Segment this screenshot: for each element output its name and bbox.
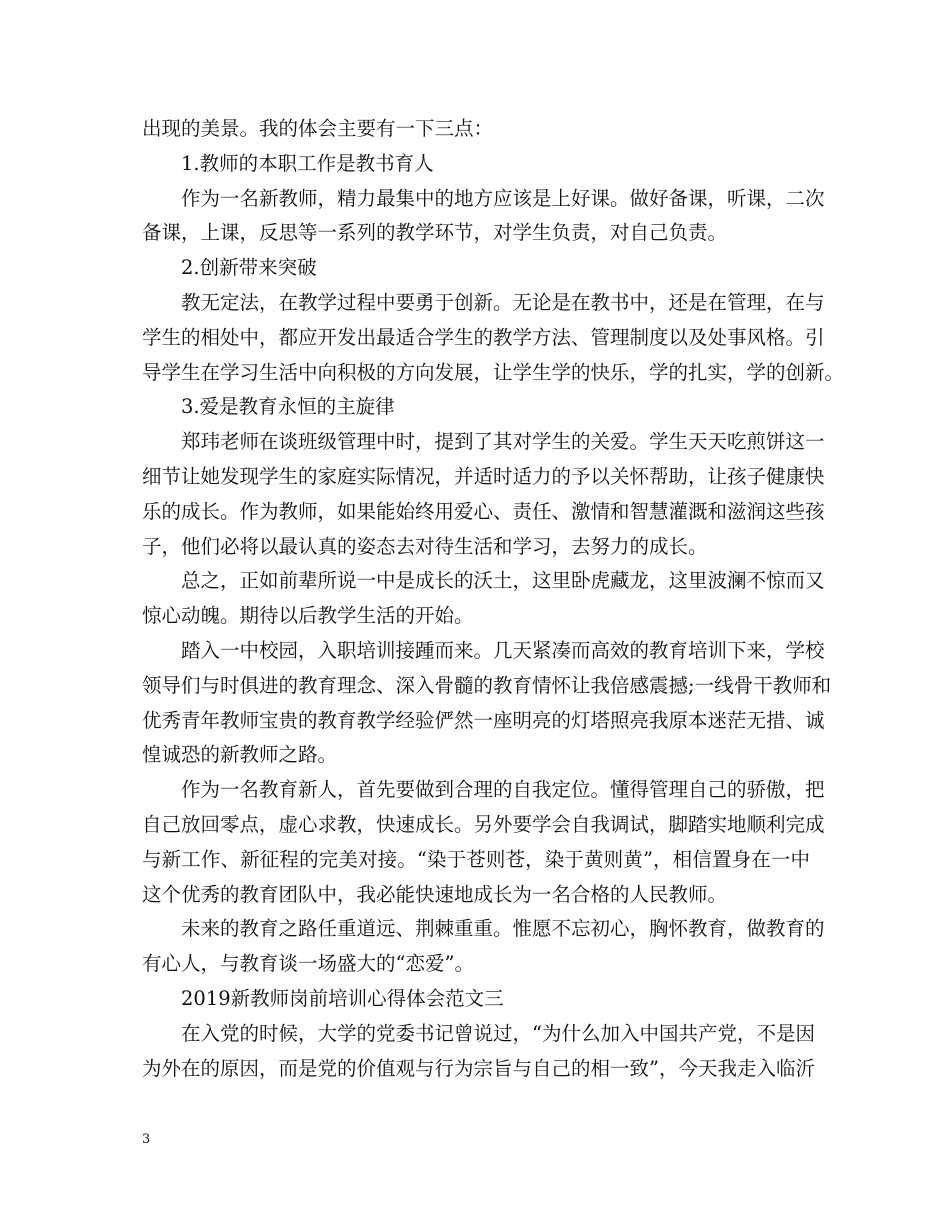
section-title: 2019新教师岗前培训心得体会范文三 <box>181 986 504 1010</box>
section-heading-1: 1.教师的本职工作是教书育人 <box>181 151 434 175</box>
paragraph-line: 教无定法，在教学过程中要勇于创新。无论是在教书中，还是在管理，在与 <box>181 290 825 314</box>
paragraph-line: 作为一名教育新人，首先要做到合理的自我定位。懂得管理自己的骄傲，把 <box>181 778 825 802</box>
paragraph-line: 与新工作、新征程的完美对接。“染于苍则苍，染于黄则黄”，相信置身在一中 <box>142 847 810 871</box>
paragraph-line: 优秀青年教师宝贵的教育教学经验俨然一座明亮的灯塔照亮我原本迷茫无措、诚 <box>142 708 825 732</box>
paragraph-line: 领导们与时俱进的教育理念、深入骨髓的教育情怀让我倍感震撼;一线骨干教师和 <box>142 673 832 697</box>
paragraph-line: 有心人，与教育谈一场盛大的“恋爱”。 <box>142 952 474 976</box>
paragraph-line: 郑玮老师在谈班级管理中时，提到了其对学生的关爱。学生天天吃煎饼这一 <box>181 430 825 454</box>
paragraph-line: 乐的成长。作为教师，如果能始终用爱心、责任、激情和智慧灌溉和滋润这些孩 <box>142 499 825 523</box>
paragraph-line: 导学生在学习生活中向积极的方向发展，让学生学的快乐，学的扎实，学的创新。 <box>142 360 845 384</box>
paragraph-line: 为外在的原因，而是党的价值观与行为宗旨与自己的相一致”，今天我走入临沂 <box>142 1056 815 1080</box>
paragraph-line: 这个优秀的教育团队中，我必能快速地成长为一名合格的人民教师。 <box>142 882 728 906</box>
paragraph-line: 总之，正如前辈所说一中是成长的沃土，这里卧虎藏龙，这里波澜不惊而又 <box>181 569 825 593</box>
paragraph-line: 学生的相处中，都应开发出最适合学生的教学方法、管理制度以及处事风格。引 <box>142 325 825 349</box>
paragraph-line: 在入党的时候，大学的党委书记曾说过，“为什么加入中国共产党，不是因 <box>181 1021 815 1045</box>
section-heading-2: 2.创新带来突破 <box>181 256 317 280</box>
paragraph-line: 细节让她发现学生的家庭实际情况，并适时适力的予以关怀帮助，让孩子健康快 <box>142 464 825 488</box>
paragraph-line: 踏入一中校园，入职培训接踵而来。几天紧凑而高效的教育培训下来，学校 <box>181 638 825 662</box>
document-page <box>142 112 845 1086</box>
paragraph-line: 作为一名新教师，精力最集中的地方应该是上好课。做好备课，听课，二次 <box>181 186 825 210</box>
page-number: 3 <box>142 1132 151 1147</box>
paragraph-line: 子，他们必将以最认真的姿态去对待生活和学习，去努力的成长。 <box>142 534 708 558</box>
paragraph-line: 未来的教育之路任重道远、荆棘重重。惟愿不忘初心，胸怀教育，做教育的 <box>181 917 825 941</box>
section-heading-3: 3.爱是教育永恒的主旋律 <box>181 395 395 419</box>
paragraph-line: 惊心动魄。期待以后教学生活的开始。 <box>142 604 474 628</box>
paragraph-line: 惶诚恐的新教师之路。 <box>142 743 338 767</box>
paragraph-line: 自己放回零点，虚心求教，快速成长。另外要学会自我调试，脚踏实地顺利完成 <box>142 812 825 836</box>
paragraph-line: 出现的美景。我的体会主要有一下三点： <box>142 117 494 140</box>
paragraph-line: 备课，上课，反思等一系列的教学环节，对学生负责，对自己负责。 <box>142 221 728 245</box>
